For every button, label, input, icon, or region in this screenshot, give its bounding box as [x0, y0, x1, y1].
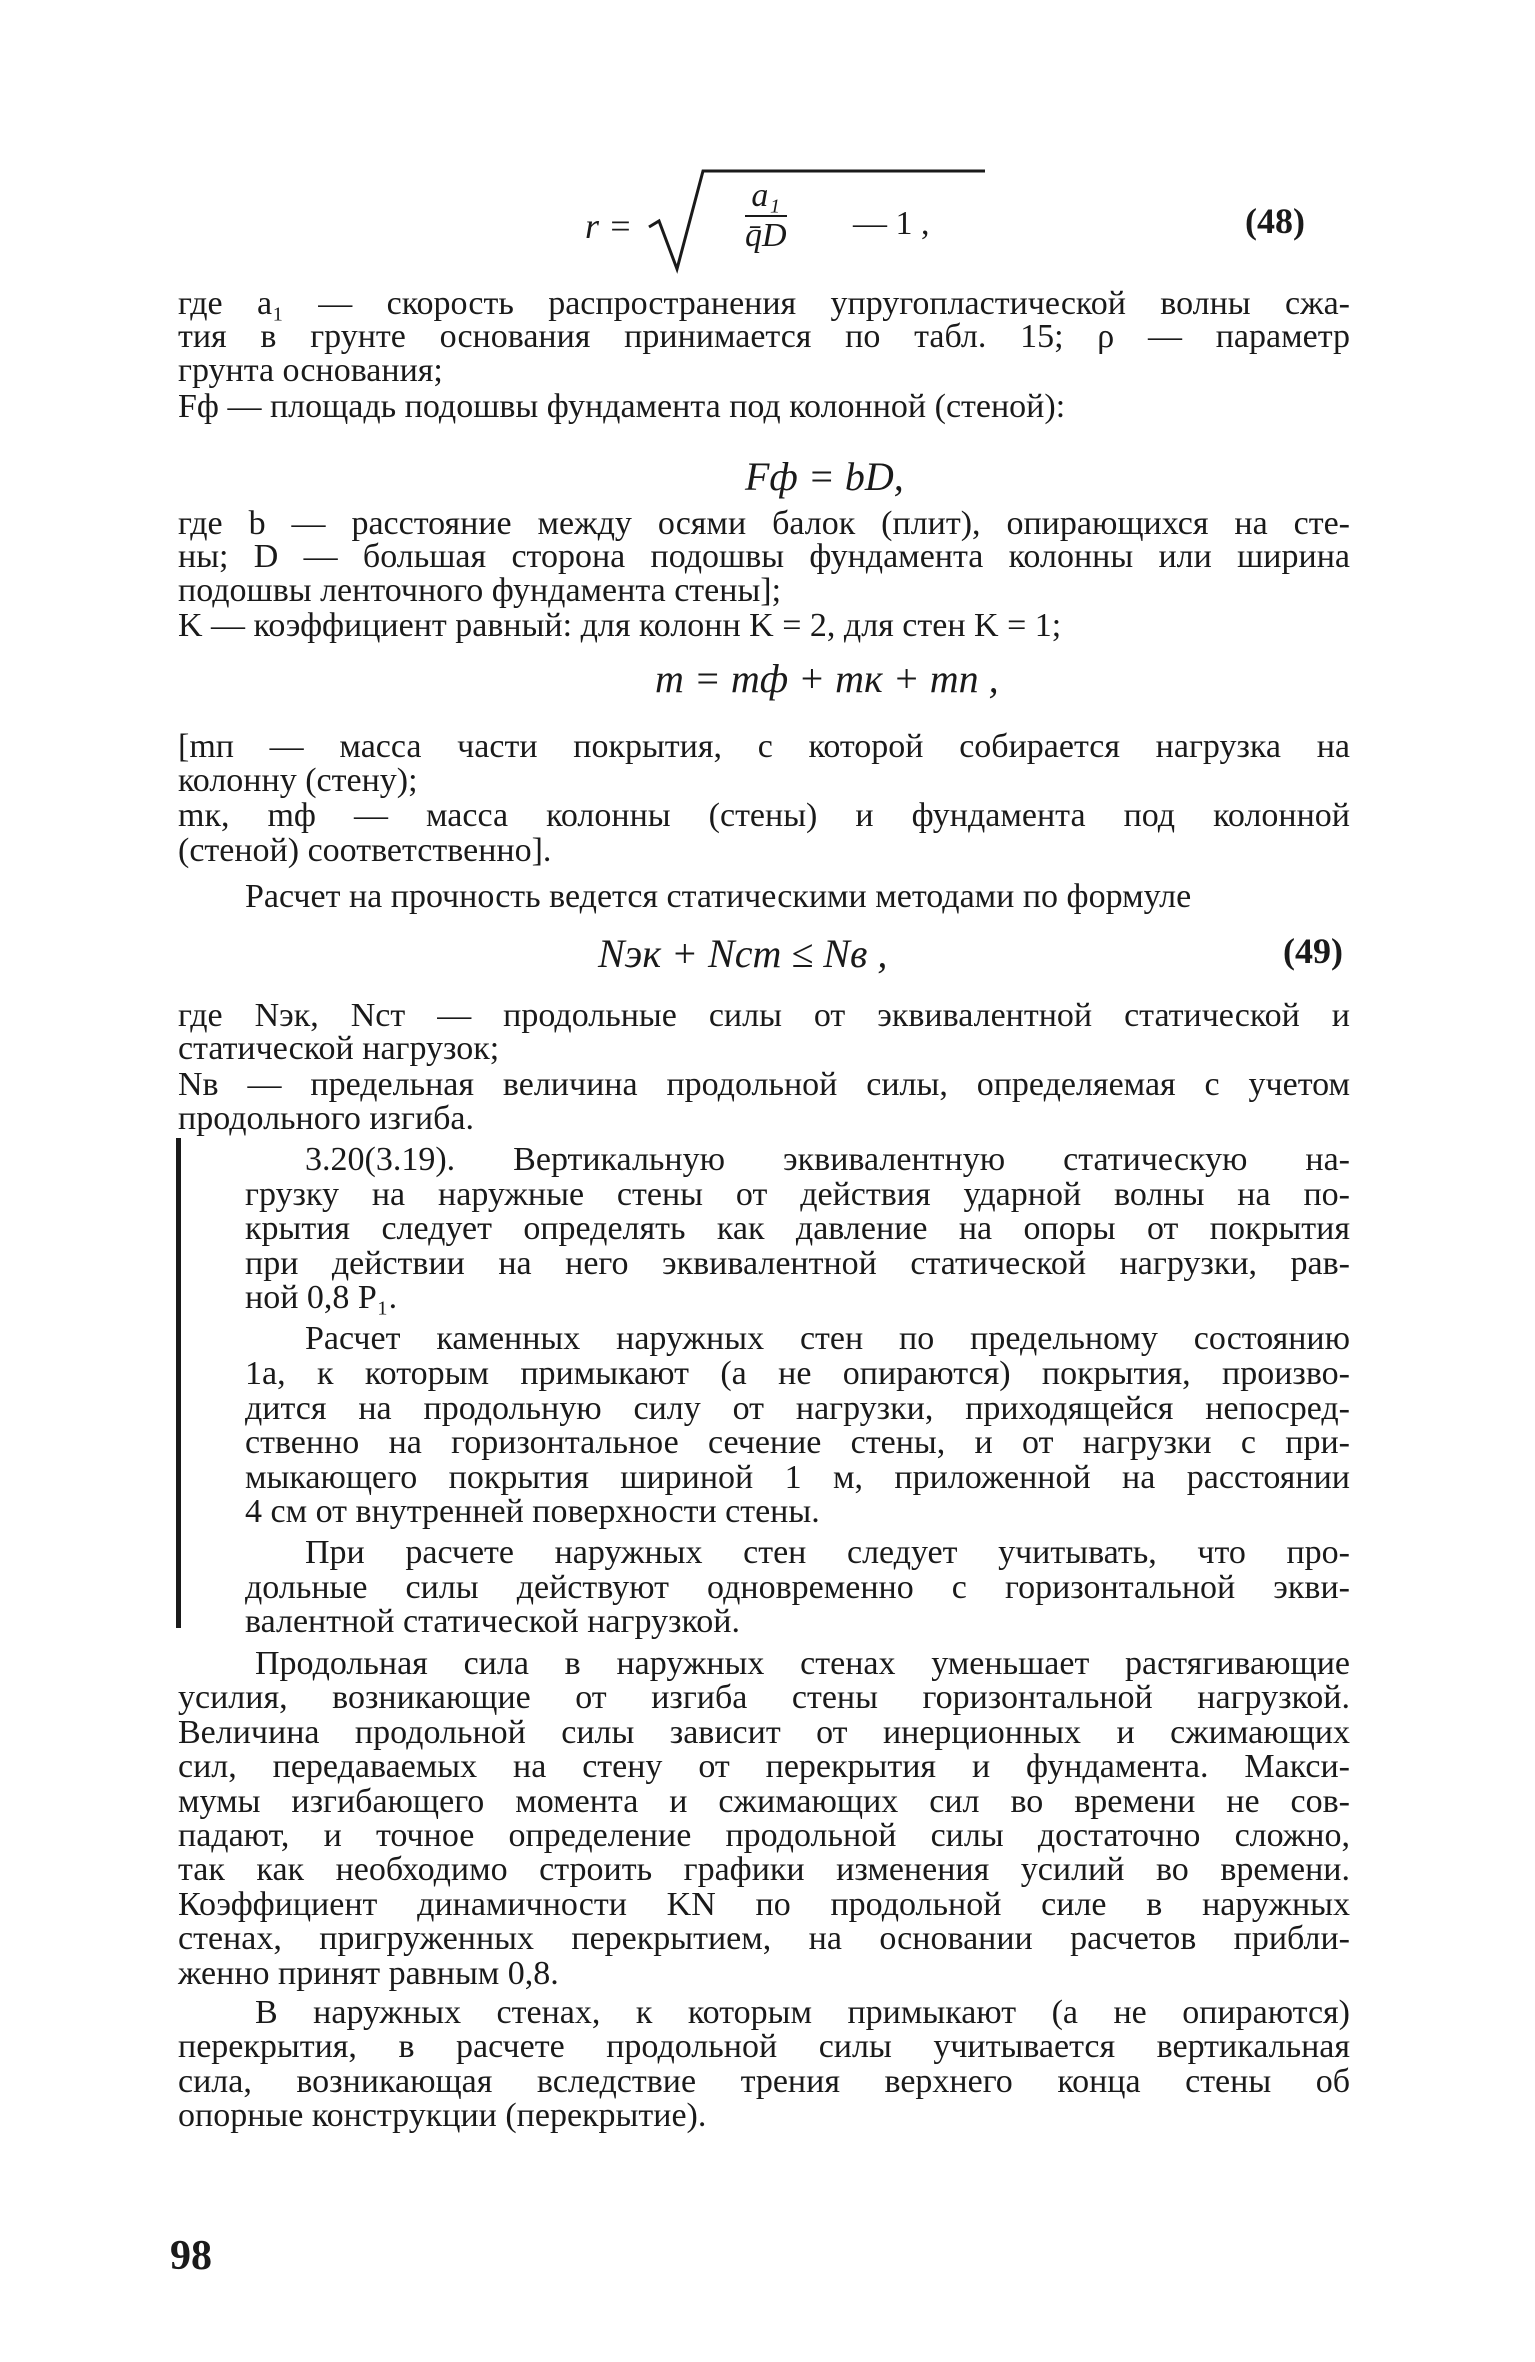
formula-49: Nэк + Nст ≤ Nв , [598, 931, 888, 976]
text-line: Расчет каменных наружных стен по предельному состоянию [305, 1320, 1350, 1357]
text-line: так как необходимо строить графики изменения усилий во времени. [178, 1851, 1350, 1888]
formula-48-lhs: r = [585, 206, 633, 246]
equation-number-49: (49) [1283, 931, 1343, 971]
text-line: грунта основания; [178, 352, 443, 389]
text-line: мыкающего покрытия шириной 1 м, приложенной на расстоянии [245, 1459, 1350, 1496]
fraction-denominator: q̄D [745, 217, 787, 254]
text-line: K — коэффициент равный: для колонн K = 2, для стен K = 1; [178, 607, 1062, 644]
page-number: 98 [170, 2233, 212, 2279]
text-line: продольного изгиба. [178, 1100, 474, 1137]
text-line: перекрытия, в расчете продольной силы учитывается вертикальная [178, 2028, 1350, 2065]
text-line: колонну (стену); [178, 762, 418, 799]
equation-number-48: (48) [1245, 201, 1305, 241]
formula-foundation-area: Fф = bD, [745, 454, 904, 499]
text-line: ственно на горизонтальное сечение стены, и от нагрузки с при- [245, 1424, 1350, 1461]
text-line: грузку на наружные стены от действия ударной волны на по- [245, 1176, 1350, 1213]
text-line: 4 см от внутренней поверхности стены. [245, 1493, 820, 1530]
text-line: 1а, к которым примыкают (а не опираются) покрытия, произво- [245, 1355, 1350, 1392]
text-line: Коэффициент динамичности KN по продольной силе в наружных [178, 1886, 1350, 1923]
text-line: дится на продольную силу от нагрузки, приходящейся непосред- [245, 1390, 1350, 1427]
text-line: В наружных стенах, к которым примыкают (а не опираются) [255, 1994, 1350, 2031]
text-line: (стеной) соответственно]. [178, 832, 552, 869]
text-line: мумы изгибающего момента и сжимающих сил во времени не сов- [178, 1783, 1350, 1820]
text-line: При расчете наружных стен следует учитывать, что про- [305, 1534, 1350, 1571]
text-line: тия в грунте основания принимается по табл. 15; ρ — параметр [178, 318, 1350, 355]
text-line: статической нагрузок; [178, 1030, 500, 1067]
text-line: женно принят равным 0,8. [178, 1955, 559, 1992]
text-line: сил, передаваемых на стену от перекрытия и фундамента. Макси- [178, 1748, 1350, 1785]
text-line: Расчет на прочность ведется статическими методами по формуле [245, 878, 1192, 915]
text-line: падают, и точное определение продольной силы достаточно сложно, [178, 1817, 1350, 1854]
text-line: [mп — масса части покрытия, с которой собирается нагрузка на [178, 728, 1350, 765]
text-line: где b — расстояние между осями балок (плит), опирающихся на сте- [178, 505, 1350, 542]
text-line: ной 0,8 P₁. [245, 1279, 398, 1316]
text-line: стенах, пригруженных перекрытием, на основании расчетов прибли- [178, 1920, 1350, 1957]
text-line: Fф — площадь подошвы фундамента под колонной (стеной): [178, 388, 1066, 425]
text-line: mк, mф — масса колонны (стены) и фундамента под колонной [178, 797, 1350, 834]
text-line: Величина продольной силы зависит от инерционных и сжимающих [178, 1714, 1350, 1751]
text-line: сила, возникающая вследствие трения верхнего конца стены об [178, 2063, 1350, 2100]
formula-48-fraction [745, 177, 787, 255]
text-line: Nв — предельная величина продольной силы, определяемая с учетом [178, 1066, 1350, 1103]
text-line: где Nэк, Nст — продольные силы от эквивалентной статической и [178, 997, 1350, 1034]
text-line: Продольная сила в наружных стенах уменьшает растягивающие [255, 1645, 1350, 1682]
text-line: усилия, возникающие от изгиба стены горизонтальной нагрузкой. [178, 1679, 1350, 1716]
text-line: ны; D — большая сторона подошвы фундамента колонны или ширина [178, 538, 1350, 575]
text-line: опорные конструкции (перекрытие). [178, 2097, 707, 2134]
text-line: 3.20(3.19). Вертикальную эквивалентную статическую на- [305, 1141, 1350, 1178]
text-line: дольные силы действуют одновременно с горизонтальной экви- [245, 1569, 1350, 1606]
text-line: при действии на него эквивалентной статической нагрузки, рав- [245, 1245, 1350, 1282]
formula-48-rest: — 1 , [853, 205, 930, 242]
formula-mass: m = mф + mк + mп , [655, 656, 999, 701]
text-line: где a₁ — скорость распространения упругопластической волны сжа- [178, 285, 1350, 322]
change-bar [176, 1138, 181, 1628]
text-line: подошвы ленточного фундамента стены]; [178, 572, 782, 609]
fraction-numerator: a₁ [745, 177, 787, 217]
text-line: крытия следует определять как давление на опоры от покрытия [245, 1210, 1350, 1247]
sqrt-sign-icon [645, 165, 1025, 275]
text-line: валентной статической нагрузкой. [245, 1603, 740, 1640]
